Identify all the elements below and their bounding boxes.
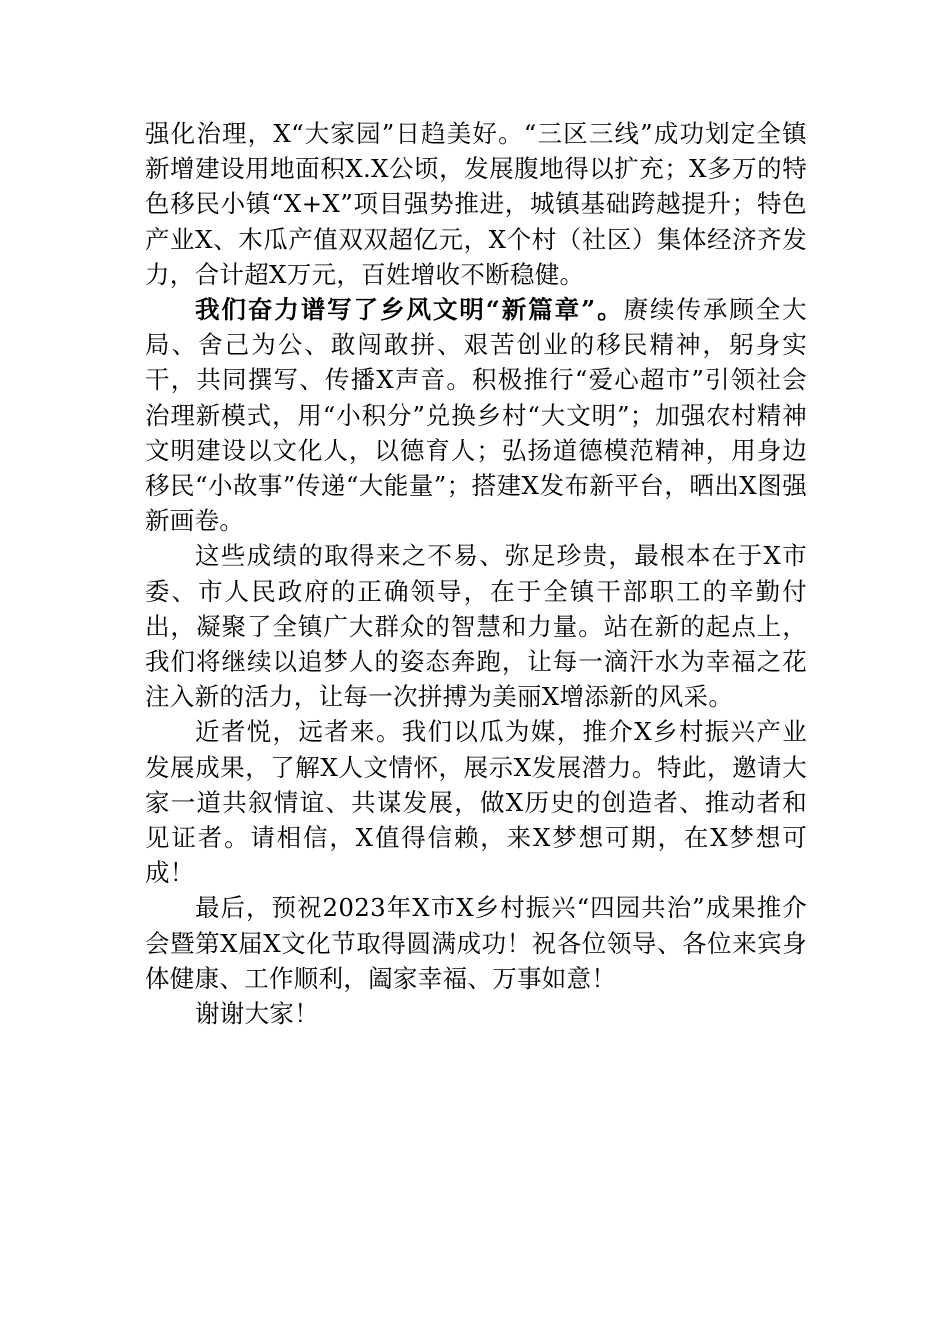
- paragraph-text: 这些成绩的取得来之不易、弥足珍贵，最根本在于X市委、市人民政府的正确领导，在于全镇干部职工的辛勤付出，凝聚了全镇广大群众的智慧和力量。站在新的起点上，我们将继续以追梦人的姿态奔跑，让每一滴汗水为幸福之花注入新的活力，让每一次拼搏为美丽X增添新的风采。: [145, 541, 807, 712]
- paragraph-text: 强化治理，X“大家园”日趋美好。“三区三线”成功划定全镇新增建设用地面积X.X公顷，发展腹地得以扩充；X多万的特色移民小镇“X+X”项目强势推进，城镇基础跨越提升；特色产业X、木瓜产值双双超亿元，X个村（社区）集体经济齐发力，合计超X万元，百姓增收不断稳健。: [145, 119, 807, 289]
- paragraph-text: 最后，预祝2023年X市X乡村振兴“四园共治”成果推介会暨第X届X文化节取得圆满成功！祝各位领导、各位来宾身体健康、工作顺利，阖家幸福、万事如意！: [145, 893, 807, 993]
- paragraph-achievements: [145, 538, 807, 714]
- paragraph-text: 赓续传承顾全大局、舍己为公、敢闯敢拼、艰苦创业的移民精神，躬身实干，共同撰写、传播X声音。积极推行“爱心超市”引领社会治理新模式，用“小积分”兑换乡村“大文明”；加强农村精神文明建设以文化人，以德育人；弘扬道德模范精神，用身边移民“小故事”传递“大能量”；搭建X发布新平台，晒出X图强新画卷。: [145, 295, 807, 536]
- paragraph-lead-heading: 我们奋力谱写了乡风文明“新篇章”。: [195, 295, 624, 325]
- document-page: [145, 116, 807, 1031]
- paragraph-text: 近者悦，远者来。我们以瓜为媒，推介X乡村振兴产业发展成果，了解X人文情怀，展示X发展潜力。特此，邀请大家一道共叙情谊、共谋发展，做X历史的创造者、推动者和见证者。请相信，X值得信赖，来X梦想可期，在X梦想可成！: [145, 717, 807, 888]
- paragraph-governance: [145, 116, 807, 292]
- paragraph-text: 谢谢大家！: [195, 999, 319, 1029]
- paragraph-invitation: [145, 714, 807, 890]
- paragraph-wishes: [145, 890, 807, 996]
- paragraph-thanks: [145, 996, 807, 1031]
- paragraph-civilization: [145, 292, 807, 538]
